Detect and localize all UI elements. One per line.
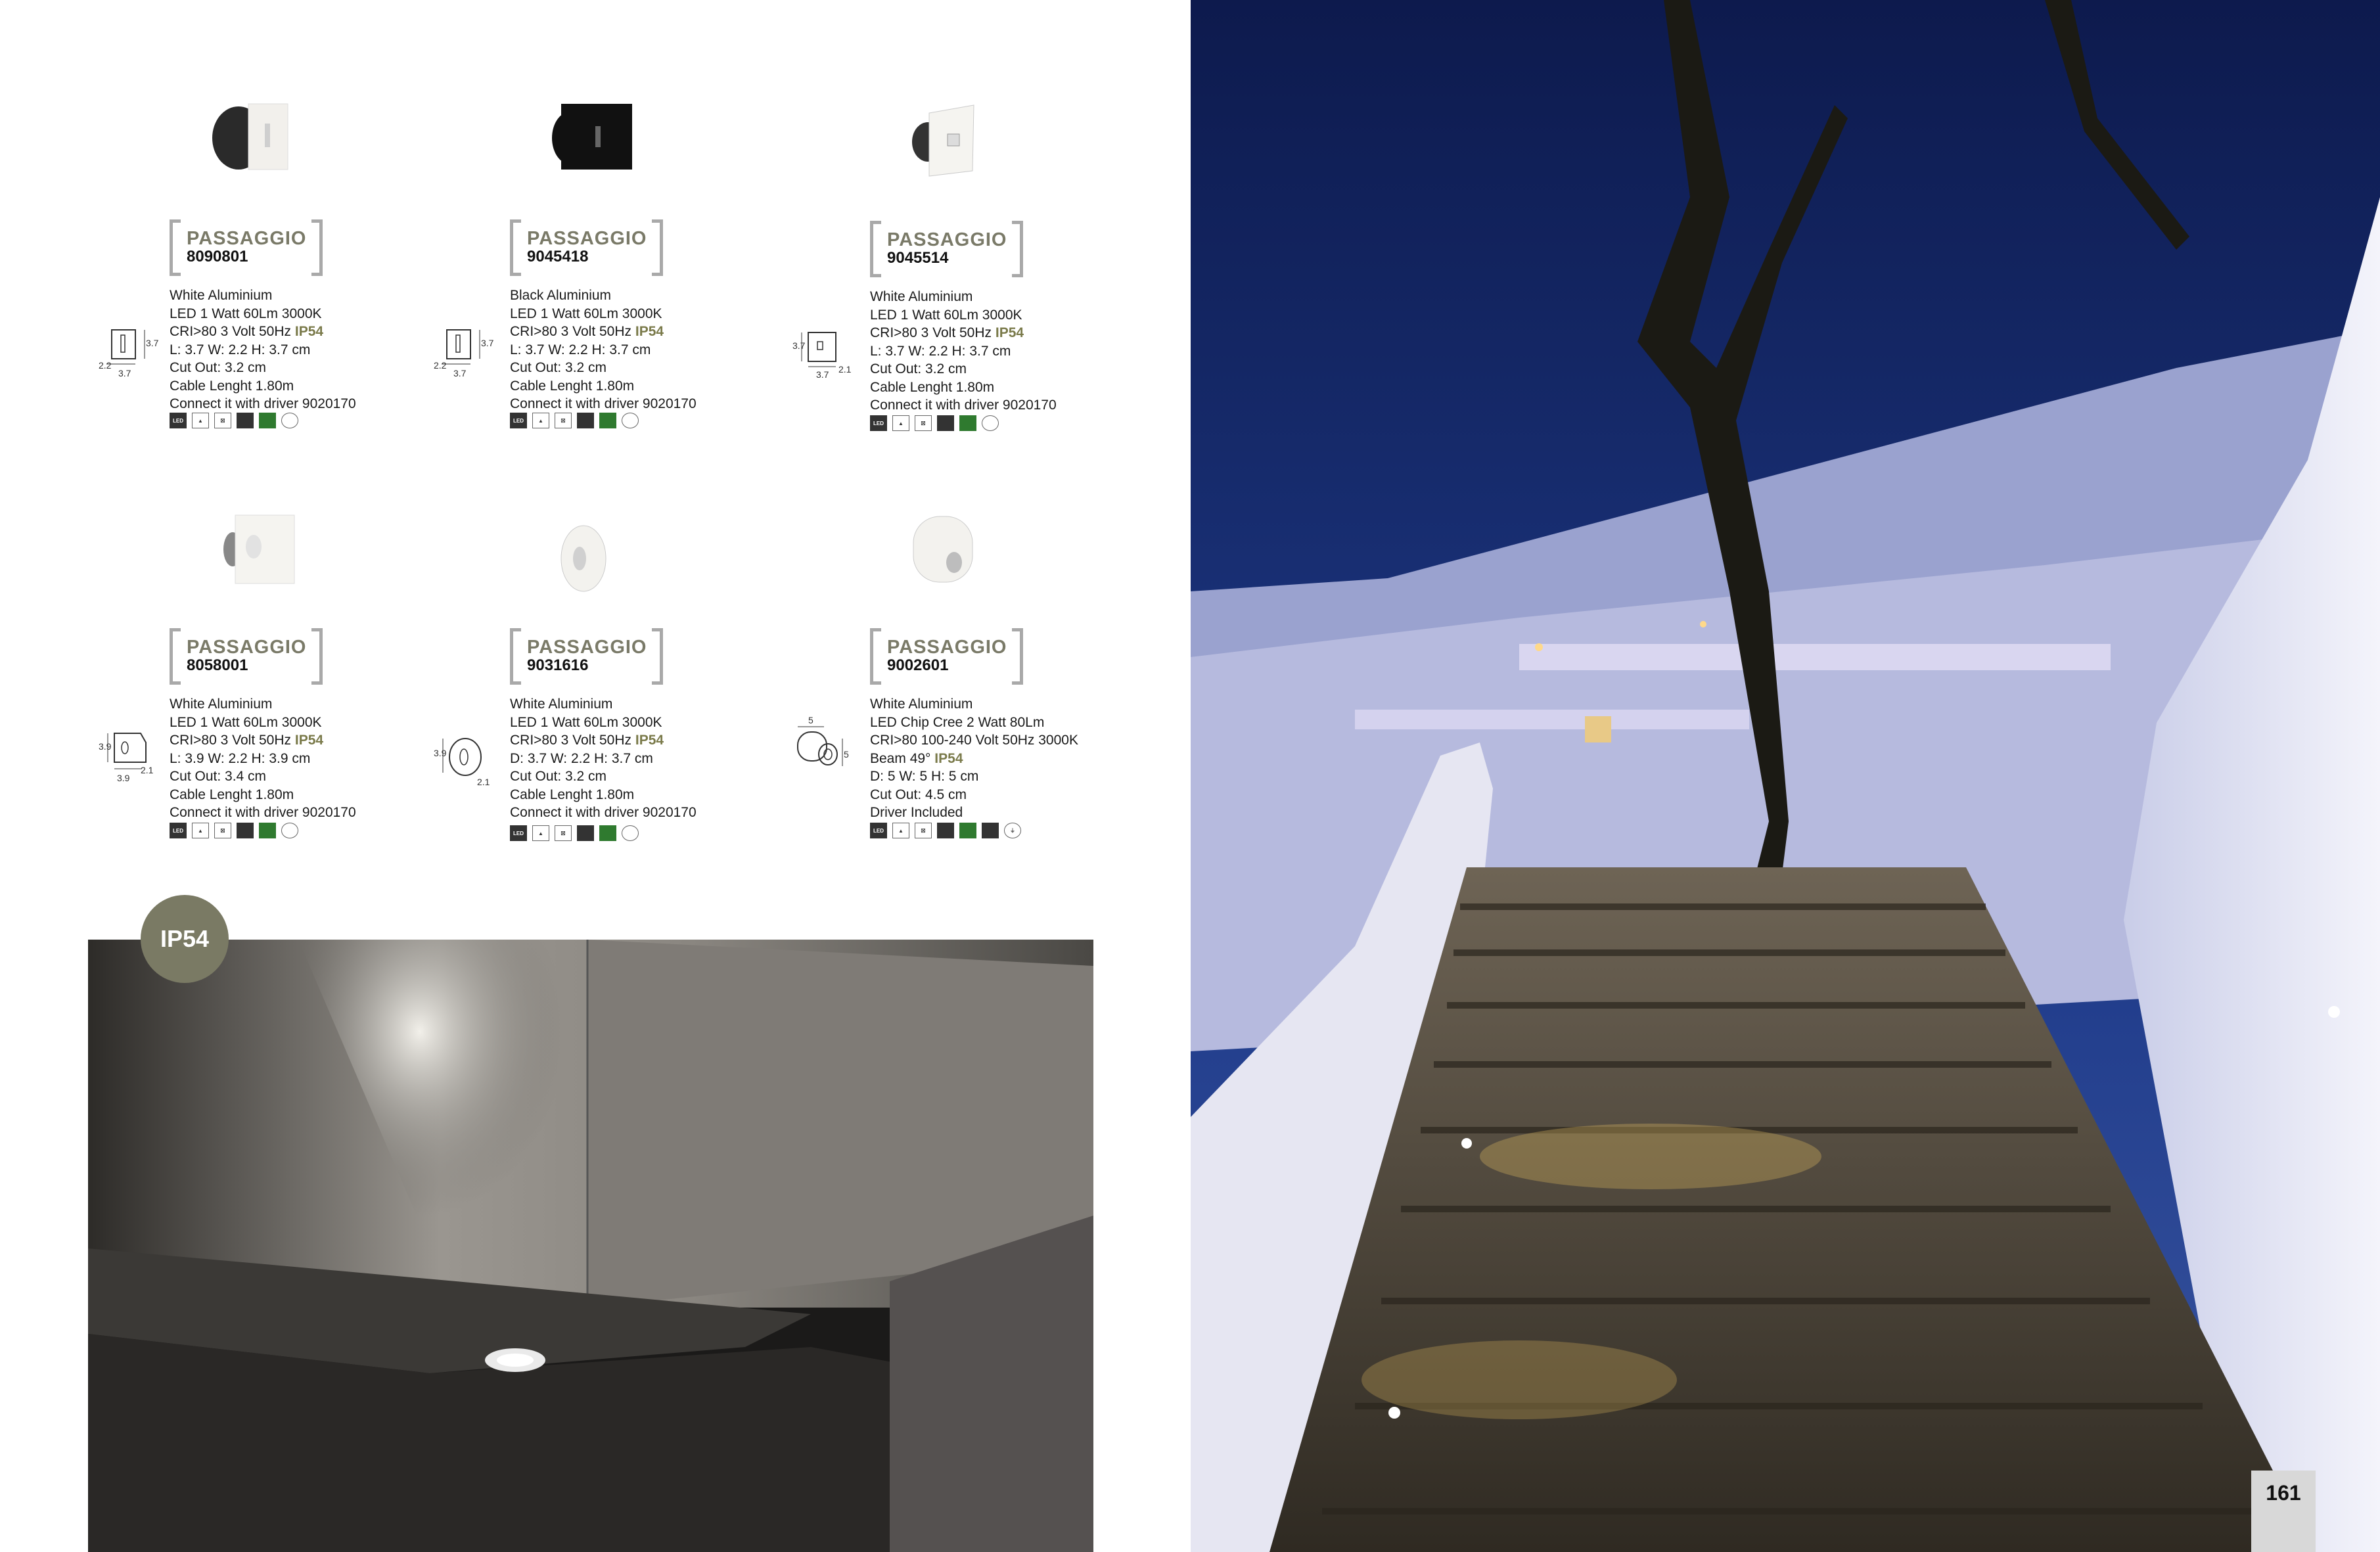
spec-cutout: Cut Out: 3.2 cm (170, 360, 267, 375)
bracket-right (1012, 221, 1023, 277)
energy-class-icon (599, 413, 616, 428)
spec-led: LED 1 Watt 60Lm 3000K (170, 306, 322, 321)
product-name-block (170, 219, 323, 272)
energy-class-icon (599, 825, 616, 841)
page-number: 161 (2251, 1471, 2316, 1552)
stairs-night-photo (1191, 0, 2380, 1552)
class-iii-icon (281, 823, 298, 838)
ip-rating-icon: ▲ (532, 825, 549, 841)
bracket-left (870, 628, 881, 685)
spec-led: LED 1 Watt 60Lm 3000K (870, 307, 1022, 323)
spec-driver: Connect it with driver 9020170 (170, 396, 356, 411)
product-specs (870, 695, 1078, 822)
driver-included-icon (982, 823, 999, 838)
energy-class-icon (259, 823, 276, 838)
spec-cutout: Cut Out: 3.4 cm (170, 769, 267, 784)
class-iii-icon (982, 415, 999, 431)
spec-cable: Cable Lenght 1.80m (170, 787, 294, 802)
product-specs (510, 695, 697, 822)
spec-cutout: Cut Out: 3.2 cm (870, 361, 967, 377)
spec-driver: Connect it with driver 9020170 (170, 805, 356, 820)
warm-white-icon (577, 413, 594, 428)
badge-row (170, 823, 298, 838)
spec-driver: Driver Included (870, 805, 963, 820)
spec-cutout: Cut Out: 3.2 cm (510, 769, 607, 784)
product-name-block (170, 628, 323, 681)
no-cover-icon: ☒ (555, 413, 572, 428)
ip54-badge: IP54 (141, 895, 229, 983)
spec-dimensions: D: 3.7 W: 2.2 H: 3.7 cm (510, 750, 653, 766)
product-code: 9002601 (887, 656, 949, 674)
spec-led: LED 1 Watt 60Lm 3000K (510, 306, 662, 321)
product-code: 9045514 (887, 249, 949, 267)
bracket-left (170, 219, 181, 276)
spec-dimensions: L: 3.7 W: 2.2 H: 3.7 cm (510, 342, 651, 357)
product-code: 8090801 (187, 248, 248, 265)
spec-cri: CRI>80 3 Volt 50Hz IP54 (510, 324, 664, 339)
spec-cri: CRI>80 3 Volt 50Hz IP54 (170, 324, 324, 339)
ip-rating-icon: ▲ (892, 823, 909, 838)
warm-white-icon (577, 825, 594, 841)
product-name-block (870, 221, 1023, 273)
product-image (530, 85, 641, 184)
spec-led: LED Chip Cree 2 Watt 80Lm (870, 714, 1045, 730)
bracket-right (652, 628, 663, 685)
product-specs (170, 286, 356, 413)
dimension-drawing: 3.7 3.7 2.1 (792, 329, 852, 381)
dimension-drawing: 5 5 (791, 723, 850, 775)
warm-white-icon (237, 823, 254, 838)
spec-material: Black Aluminium (510, 288, 612, 303)
product-image (896, 503, 1008, 602)
badge-row (870, 823, 1021, 838)
spec-driver: Connect it with driver 9020170 (510, 396, 697, 411)
spec-driver: Connect it with driver 9020170 (510, 805, 697, 820)
spec-dimensions: L: 3.7 W: 2.2 H: 3.7 cm (170, 342, 311, 357)
product-code: 9031616 (527, 656, 589, 674)
energy-class-icon (959, 415, 976, 431)
product-image (209, 498, 321, 597)
warm-white-icon (937, 415, 954, 431)
bracket-right (311, 219, 323, 276)
application-photo (88, 940, 1093, 1552)
spec-cri: CRI>80 100-240 Volt 50Hz 3000K (870, 733, 1078, 748)
spec-material: White Aluminium (170, 288, 273, 303)
warm-white-icon (237, 413, 254, 428)
dimension-drawing: 2.2 3.7 3.7 (434, 326, 493, 378)
dimension-drawing: 2.2 3.7 3.7 (99, 326, 158, 378)
dimension-drawing: 3.9 2.1 (434, 733, 493, 786)
product-name: PASSAGGIO (527, 228, 647, 249)
spec-dimensions: L: 3.7 W: 2.2 H: 3.7 cm (870, 343, 1011, 359)
spec-beam: Beam 49° IP54 (870, 750, 963, 766)
product-name-block (510, 219, 663, 272)
class-iii-icon (281, 413, 298, 428)
product-name: PASSAGGIO (527, 637, 647, 658)
product-code: 9045418 (527, 248, 589, 265)
spec-material: White Aluminium (870, 696, 973, 712)
spec-cutout: Cut Out: 3.2 cm (510, 360, 607, 375)
badge-row (170, 413, 298, 428)
spec-cable: Cable Lenght 1.80m (870, 379, 995, 395)
spec-driver: Connect it with driver 9020170 (870, 398, 1057, 413)
led-badge: LED (170, 413, 187, 428)
class-iii-icon (622, 825, 639, 841)
product-name: PASSAGGIO (187, 637, 307, 658)
spec-material: White Aluminium (870, 289, 973, 304)
badge-row (510, 825, 639, 841)
led-badge: LED (510, 413, 527, 428)
product-code: 8058001 (187, 656, 248, 674)
no-cover-icon: ☒ (915, 823, 932, 838)
product-name: PASSAGGIO (887, 229, 1007, 250)
dimension-drawing: 3.9 3.9 2.1 (99, 729, 158, 782)
bracket-left (510, 219, 521, 276)
ip-rating-icon: ▲ (532, 413, 549, 428)
product-image (896, 99, 1008, 197)
badge-row (510, 413, 639, 428)
spec-dimensions: D: 5 W: 5 H: 5 cm (870, 769, 979, 784)
product-image (189, 85, 301, 184)
spec-material: White Aluminium (170, 696, 273, 712)
badge-row (870, 415, 999, 431)
product-name-block (510, 628, 663, 681)
spec-cri: CRI>80 3 Volt 50Hz IP54 (870, 325, 1024, 340)
spec-dimensions: L: 3.9 W: 2.2 H: 3.9 cm (170, 750, 311, 766)
led-badge: LED (170, 823, 187, 838)
bracket-right (311, 628, 323, 685)
energy-class-icon (259, 413, 276, 428)
product-specs (510, 286, 697, 413)
product-specs (170, 695, 356, 822)
bracket-right (652, 219, 663, 276)
bracket-left (170, 628, 181, 685)
product-image (543, 513, 654, 611)
led-badge: LED (870, 823, 887, 838)
spec-cri: CRI>80 3 Volt 50Hz IP54 (510, 733, 664, 748)
spec-cable: Cable Lenght 1.80m (510, 378, 635, 394)
no-cover-icon: ☒ (214, 413, 231, 428)
spec-led: LED 1 Watt 60Lm 3000K (510, 714, 662, 730)
ip-rating-icon: ▲ (892, 415, 909, 431)
energy-class-icon (959, 823, 976, 838)
product-specs (870, 288, 1057, 415)
spec-cri: CRI>80 3 Volt 50Hz IP54 (170, 733, 324, 748)
spec-material: White Aluminium (510, 696, 613, 712)
ip-rating-icon: ▲ (192, 823, 209, 838)
earth-icon: ⏚ (1004, 823, 1021, 838)
no-cover-icon: ☒ (915, 415, 932, 431)
spec-cable: Cable Lenght 1.80m (510, 787, 635, 802)
product-name: PASSAGGIO (187, 228, 307, 249)
product-name-block (870, 628, 1023, 681)
no-cover-icon: ☒ (555, 825, 572, 841)
no-cover-icon: ☒ (214, 823, 231, 838)
warm-white-icon (937, 823, 954, 838)
ip-rating-icon: ▲ (192, 413, 209, 428)
spec-cutout: Cut Out: 4.5 cm (870, 787, 967, 802)
bracket-right (1012, 628, 1023, 685)
led-badge: LED (870, 415, 887, 431)
bracket-left (870, 221, 881, 277)
product-name: PASSAGGIO (887, 637, 1007, 658)
bracket-left (510, 628, 521, 685)
spec-led: LED 1 Watt 60Lm 3000K (170, 714, 322, 730)
class-iii-icon (622, 413, 639, 428)
spec-cable: Cable Lenght 1.80m (170, 378, 294, 394)
led-badge: LED (510, 825, 527, 841)
